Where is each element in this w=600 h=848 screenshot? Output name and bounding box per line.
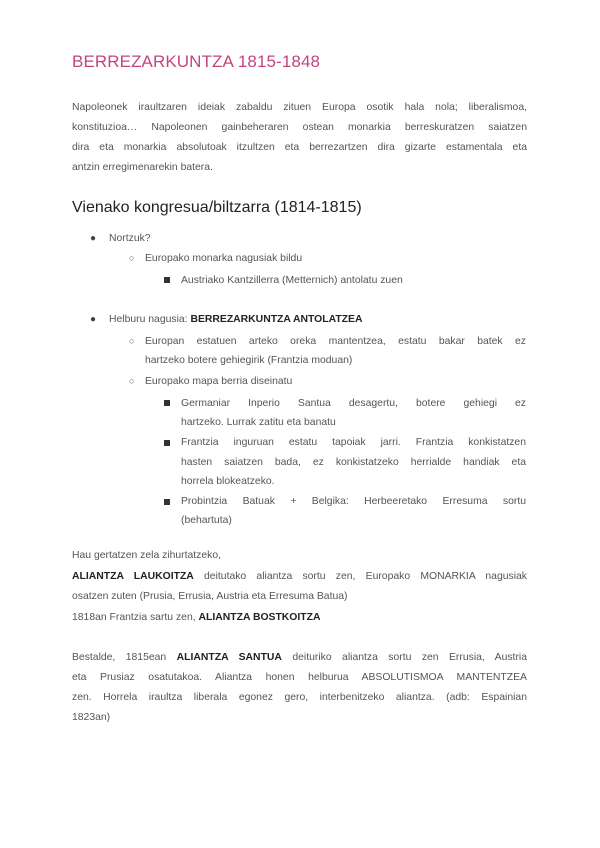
bullet-circle-icon: ○ [129, 253, 135, 263]
list-item: Nortzuk? [109, 233, 151, 244]
page-title: BERREZARKUNTZA 1815-1848 [72, 52, 321, 71]
list-item: hartzeko botere gehiegirik (Frantzia moduan) [145, 355, 353, 366]
bullet-circle-icon: ○ [129, 376, 135, 386]
paragraph-line [72, 608, 320, 628]
intro-line: konstituzioa… Napoleonen gainbeheraren ostean monarkia berreskuratzen saiatzen [72, 122, 527, 133]
list-item: Europan estatuen arteko oreka mantentzea, estatu bakar batek ez [145, 336, 526, 347]
list-item: (behartuta) [181, 515, 232, 526]
list-item: Probintzia Batuak + Belgika: Herbeeretako Erresuma sortu [181, 496, 526, 507]
intro-line: antzin erregimenarekin batera. [72, 162, 213, 173]
paragraph-line: osatzen zuten (Prusia, Errusia, Austria eta Erresuma Batua) [72, 591, 348, 602]
paragraph-text: deitutako aliantza sortu zen, Europako MONARKIA nagusiak [193, 571, 527, 582]
list-item: hasten saiatzen bada, ez konkistatzeko herrialde handiak eta [181, 457, 526, 468]
list-item: Germaniar Inperio Santua desagertu, botere gehiegi ez [181, 398, 526, 409]
list-item: horrela blokeatzeko. [181, 476, 275, 487]
paragraph-line [72, 648, 527, 668]
bullet-disc-icon: ● [90, 314, 97, 325]
paragraph-text: Bestalde, 1815ean [72, 652, 177, 663]
emphasis-text: ALIANTZA BOSTKOITZA [198, 612, 321, 623]
list-item-emphasis: BERREZARKUNTZA ANTOLATZEA [190, 314, 363, 325]
emphasis-text: ALIANTZA SANTUA [176, 652, 282, 663]
section-title: Vienako kongresua/biltzarra (1814-1815) [72, 199, 362, 216]
list-item: Europako mapa berria diseinatu [145, 376, 293, 387]
paragraph-text: 1818an Frantzia sartu zen, [72, 612, 199, 623]
paragraph-line: 1823an) [72, 712, 111, 723]
list-item: Europako monarka nagusiak bildu [145, 253, 303, 264]
list-item [109, 310, 362, 330]
bullet-disc-icon: ● [90, 233, 97, 244]
bullet-square-icon [164, 440, 170, 446]
bullet-circle-icon: ○ [129, 336, 135, 346]
paragraph-line: Hau gertatzen zela zihurtatzeko, [72, 550, 222, 561]
intro-line: dira eta monarkia absolutoak itzultzen eta berrezartzen dira gizarte estamentala eta [72, 142, 527, 153]
paragraph-line [72, 567, 527, 587]
paragraph-line: zen. Horrela iraultza liberala egonez gero, interbenitzeko aliantza. (adb: Espainian [72, 692, 527, 703]
list-item: hartzeko. Lurrak zatitu eta banatu [181, 417, 336, 428]
paragraph-text: deituriko aliantza sortu zen Errusia, Austria [281, 652, 527, 663]
paragraph-line: eta Prusiaz osatutakoa. Aliantza honen helburua ABSOLUTISMOA MANTENTZEA [72, 672, 527, 683]
bullet-square-icon [164, 400, 170, 406]
list-item: Austriako Kantzillerra (Metternich) antolatu zuen [181, 275, 403, 286]
bullet-square-icon [164, 499, 170, 505]
intro-line: Napoleonek iraultzaren ideiak zabaldu zituen Europa osotik hala nola; liberalismoa, [72, 102, 527, 113]
list-item-label: Helburu nagusia: [109, 314, 191, 325]
emphasis-text: ALIANTZA LAUKOITZA [72, 571, 194, 582]
bullet-square-icon [164, 277, 170, 283]
list-item: Frantzia inguruan estatu tapoiak jarri. Frantzia konkistatzen [181, 437, 526, 448]
